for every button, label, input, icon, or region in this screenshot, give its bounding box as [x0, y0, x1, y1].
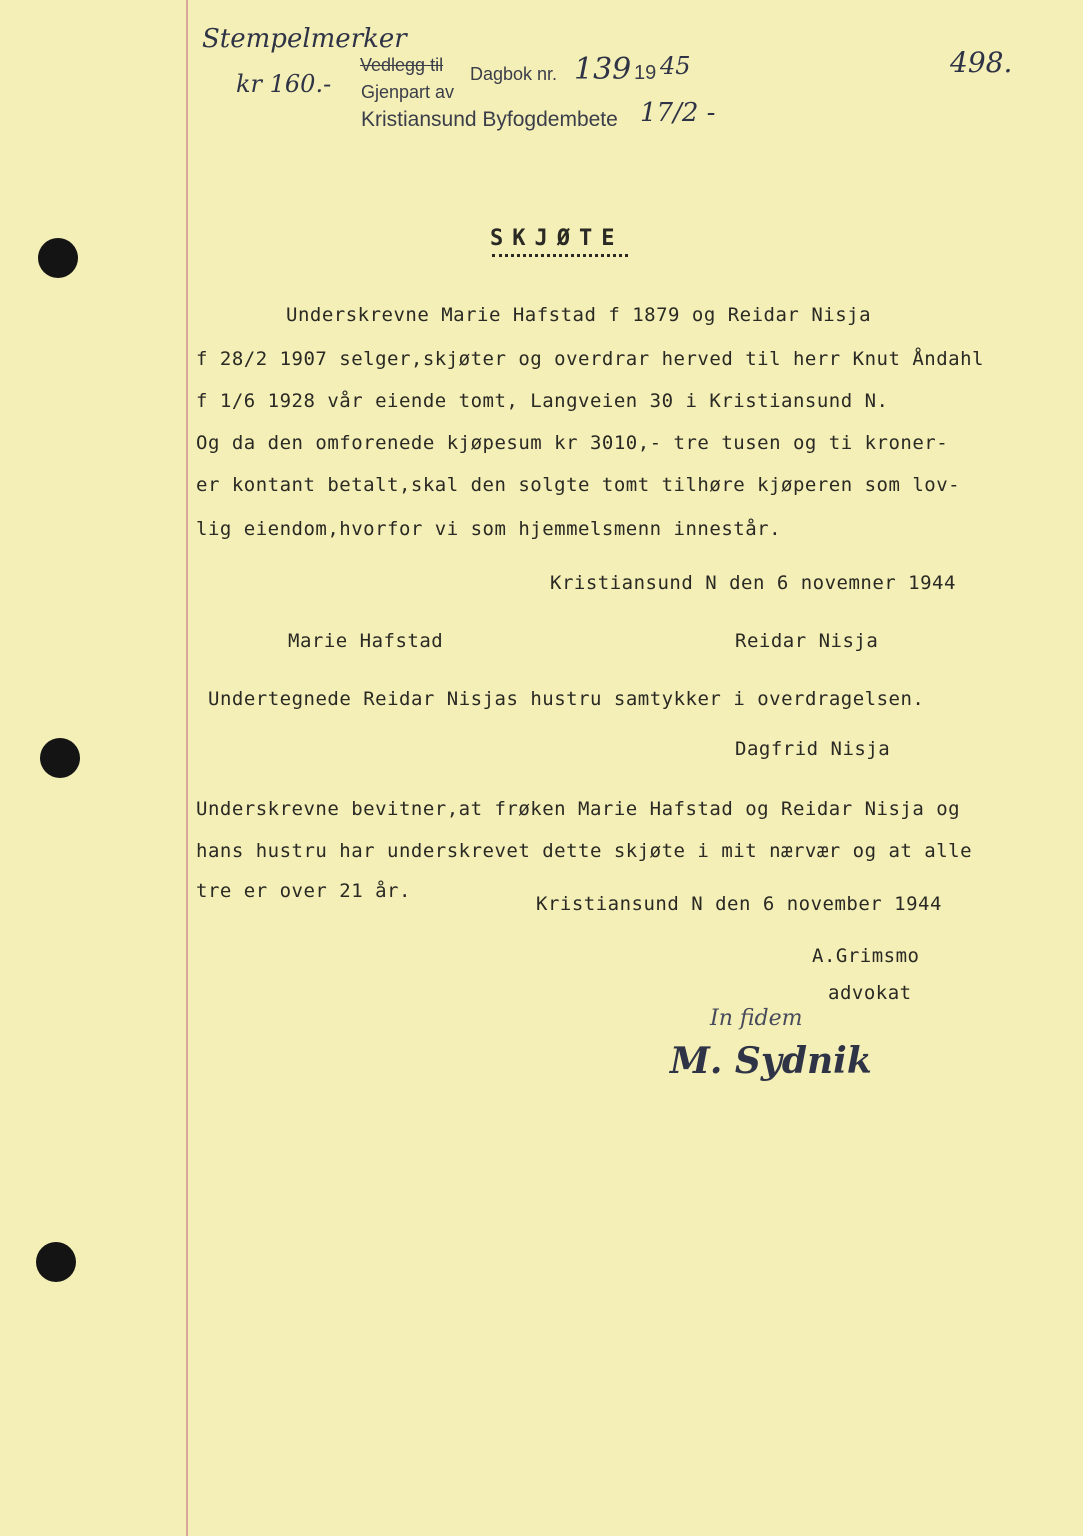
- stamp-note: Stempelmerker: [202, 24, 407, 54]
- body-line: f 1/6 1928 vår eiende tomt, Langveien 30 i Kristiansund N.: [196, 390, 889, 412]
- document-title: SKJØTE: [490, 226, 624, 251]
- witness-line: tre er over 21 år.: [196, 880, 411, 902]
- body-line: Underskrevne Marie Hafstad f 1879 og Reidar Nisja: [286, 304, 872, 326]
- stamp-amount: kr 160.-: [236, 70, 332, 98]
- place-date: Kristiansund N den 6 november 1944: [536, 893, 942, 915]
- year-suffix: 45: [660, 52, 691, 80]
- year-prefix: 19: [634, 62, 657, 84]
- punch-hole: [38, 238, 78, 278]
- body-line: er kontant betalt,skal den solgte tomt tilhøre kjøperen som lov-: [196, 474, 961, 496]
- signer-name: Dagfrid Nisja: [735, 738, 891, 760]
- date-note: 17/2 -: [640, 98, 716, 128]
- signer-name: Marie Hafstad: [288, 630, 444, 652]
- place-date: Kristiansund N den 6 novemner 1944: [550, 572, 956, 594]
- witness-title: advokat: [828, 982, 912, 1004]
- in-fidem: In fidem: [710, 1006, 803, 1031]
- dagbok-label: Dagbok nr.: [470, 64, 558, 84]
- title-underline: [492, 254, 628, 257]
- page-number: 498.: [950, 46, 1013, 79]
- vedlegg-label: Vedlegg til: [360, 55, 444, 75]
- body-line: lig eiendom,hvorfor vi som hjemmelsmenn innestår.: [196, 518, 782, 540]
- punch-hole: [36, 1242, 76, 1282]
- body-line: Og da den omforenede kjøpesum kr 3010,- tre tusen og ti kroner-: [196, 432, 949, 454]
- gjenpart-label: Gjenpart av: [361, 82, 455, 102]
- body-line: f 28/2 1907 selger,skjøter og overdrar herved til herr Knut Åndahl: [196, 348, 984, 370]
- consent-line: Undertegnede Reidar Nisjas hustru samtykker i overdragelsen.: [208, 688, 925, 710]
- witness-line: hans hustru har underskrevet dette skjøte i mit nærvær og at alle: [196, 840, 973, 862]
- margin-line: [186, 0, 188, 1536]
- clerk-signature: M. Sydnik: [670, 1040, 872, 1082]
- dagbok-number: 139: [574, 52, 632, 87]
- office-name: Kristiansund Byfogdembete: [361, 108, 618, 131]
- signer-name: Reidar Nisja: [735, 630, 879, 652]
- punch-hole: [40, 738, 80, 778]
- witness-name: A.Grimsmo: [812, 945, 920, 967]
- witness-line: Underskrevne bevitner,at frøken Marie Hafstad og Reidar Nisja og: [196, 798, 961, 820]
